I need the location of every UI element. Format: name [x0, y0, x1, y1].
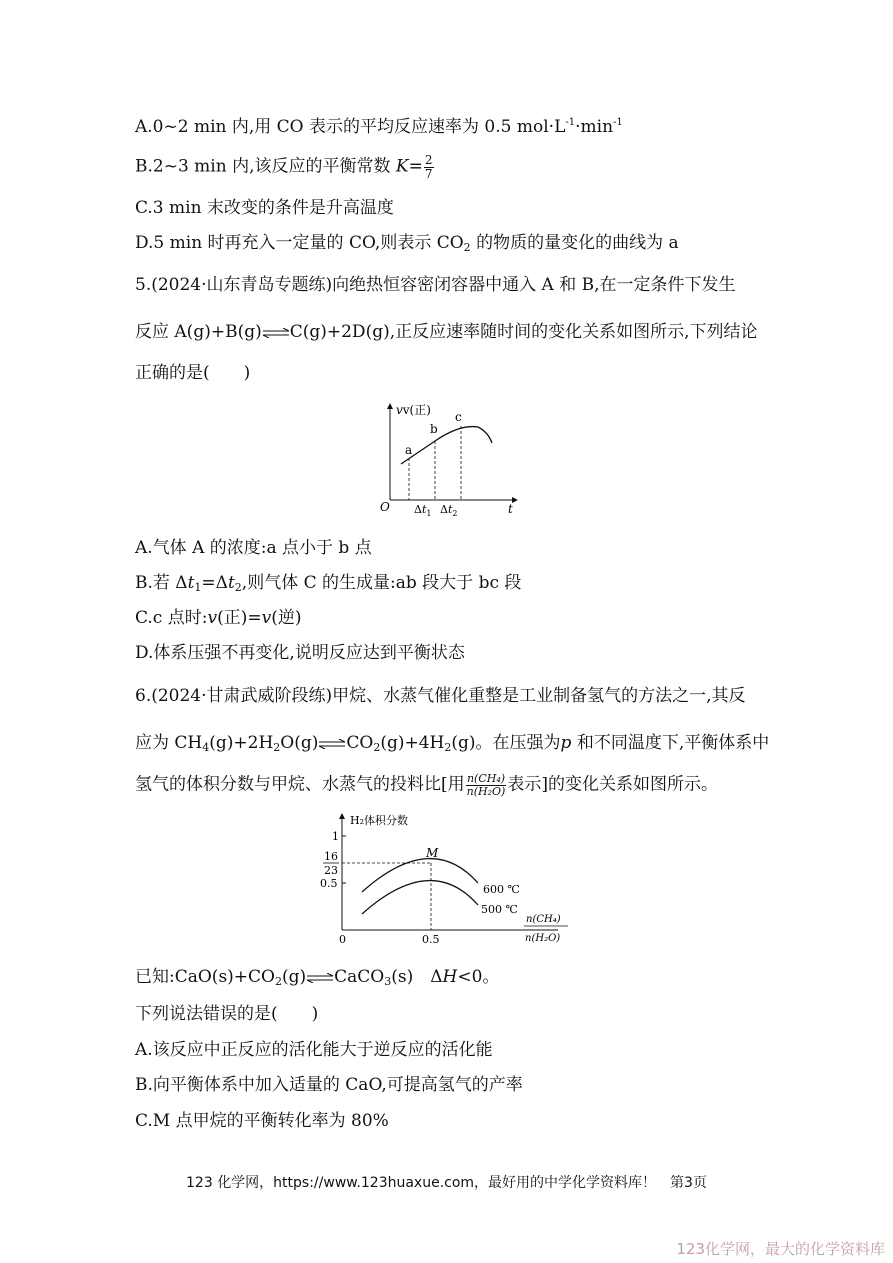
curve-500: [362, 881, 478, 914]
q5-stem-line1: 5.(2024·山东青岛专题练)向绝热恒容密闭容器中通入 A 和 B,在一定条件下发生: [135, 275, 736, 295]
q4-option-b: B.2~3 min 内,该反应的平衡常数 K= $\frac{2}{7}$: [135, 153, 433, 181]
q4-option-c: C.3 min 末改变的条件是升高温度: [135, 198, 394, 218]
q6-option-b: B.向平衡体系中加入适量的 CaO,可提高氢气的产率: [135, 1075, 523, 1095]
point-c-label: c: [455, 410, 462, 424]
q6-option-c: C.M 点甲烷的平衡转化率为 80%: [135, 1111, 389, 1131]
q6-ask: 下列说法错误的是( ): [135, 1004, 319, 1024]
q5-stem-line3: 正确的是( ): [135, 363, 251, 383]
fraction-2-7: $\frac{2}{7}$: [424, 153, 433, 181]
equilibrium-arrow-icon: [306, 973, 334, 983]
point-a-label: a: [405, 443, 413, 457]
delta-t2-label: $\Delta t_2$: [440, 503, 458, 518]
q6-stem-line3: 氢气的体积分数与甲烷、水蒸气的投料比[用 $\frac{\text{n(CH₄)}}{\text{n(H₂O)}}$ 表示]的变化关系如图所示。: [135, 772, 718, 798]
q6-option-a: A.该反应中正反应的活化能大于逆反应的活化能: [135, 1040, 493, 1060]
page-footer: 123 化学网，https://www.123huaxue.com，最好用的中学化学资料库！ 第3页: [186, 1175, 707, 1191]
graph-xlabel: t: [508, 502, 513, 516]
delta-t1-label: $\Delta t_1$: [414, 503, 432, 518]
q6-known-equation: 已知$:CaO(s)+CO_2(g)$ CaCO$_3$(s) ΔH<0。: [135, 967, 500, 988]
graph-ylabel: H₂体积分数: [350, 814, 409, 827]
equilibrium-arrow-icon: [318, 739, 346, 749]
equilibrium-arrow-icon: [262, 328, 290, 338]
q5-option-c: C.c 点时:v(正)=v(逆): [135, 608, 302, 628]
rate-curve: [401, 427, 492, 464]
xlabel-den: n(H₂O): [525, 933, 561, 944]
xlabel-num: n(CH₄): [526, 914, 561, 925]
tick-1: 1: [332, 830, 339, 843]
q5-option-d: D.体系压强不再变化,说明反应达到平衡状态: [135, 643, 465, 663]
point-b-label: b: [430, 422, 438, 436]
q5-option-b: B.若 $\Delta t_1=\Delta t_2$,则气体 C 的生成量:ab 段大于 bc 段: [135, 573, 522, 594]
q4-option-a: A.0~2 min 内,用 CO 表示的平均反应速率为 0.5 $mol\cdot L^{-1}\cdot\min^{-1}$: [135, 117, 623, 137]
tick-0-5: 0.5: [320, 877, 338, 890]
tick-16: 16: [324, 850, 338, 863]
q4-option-d: D.5 min 时再充入一定量的 CO,则表示 $CO_2$ 的物质的量变化的曲线为 a: [135, 233, 679, 254]
q6-stem-line2: 应为 $CH_4(g)+2H_2O(g)$ $CO_2(g)+4H_2(g)$。在压强为p 和不同温度下,平衡体系中: [135, 733, 770, 754]
graph-origin: O: [380, 500, 390, 514]
q5-option-a: A.气体 A 的浓度:a 点小于 b 点: [135, 538, 372, 558]
tick-23: 23: [324, 864, 338, 877]
point-m-label: M: [426, 846, 439, 860]
q6-h2-fraction-graph: [310, 810, 580, 952]
svg-text:vv(正): vv(正): [396, 403, 431, 417]
graph-ylabel: v(正): [402, 403, 431, 417]
tick-x-0-5: 0.5: [422, 933, 440, 946]
ratio-fraction: $\frac{\text{n(CH₄)}}{\text{n(H₂O)}}$: [466, 772, 506, 798]
tick-x-0: 0: [339, 933, 346, 946]
q5-rate-graph: [360, 395, 525, 520]
curve-500-label: 500 ℃: [481, 903, 518, 916]
q5-stem-line2: 反应 A(g)+B(g) C(g)+2D(g),正反应速率随时间的变化关系如图所示,下列结论: [135, 322, 758, 342]
curve-600: [362, 859, 478, 892]
curve-600-label: 600 ℃: [483, 883, 520, 896]
watermark: 123化学网，最大的化学资料库: [676, 1240, 885, 1258]
q6-stem-line1: 6.(2024·甘肃武威阶段练)甲烷、水蒸气催化重整是工业制备氢气的方法之一,其反: [135, 686, 746, 706]
